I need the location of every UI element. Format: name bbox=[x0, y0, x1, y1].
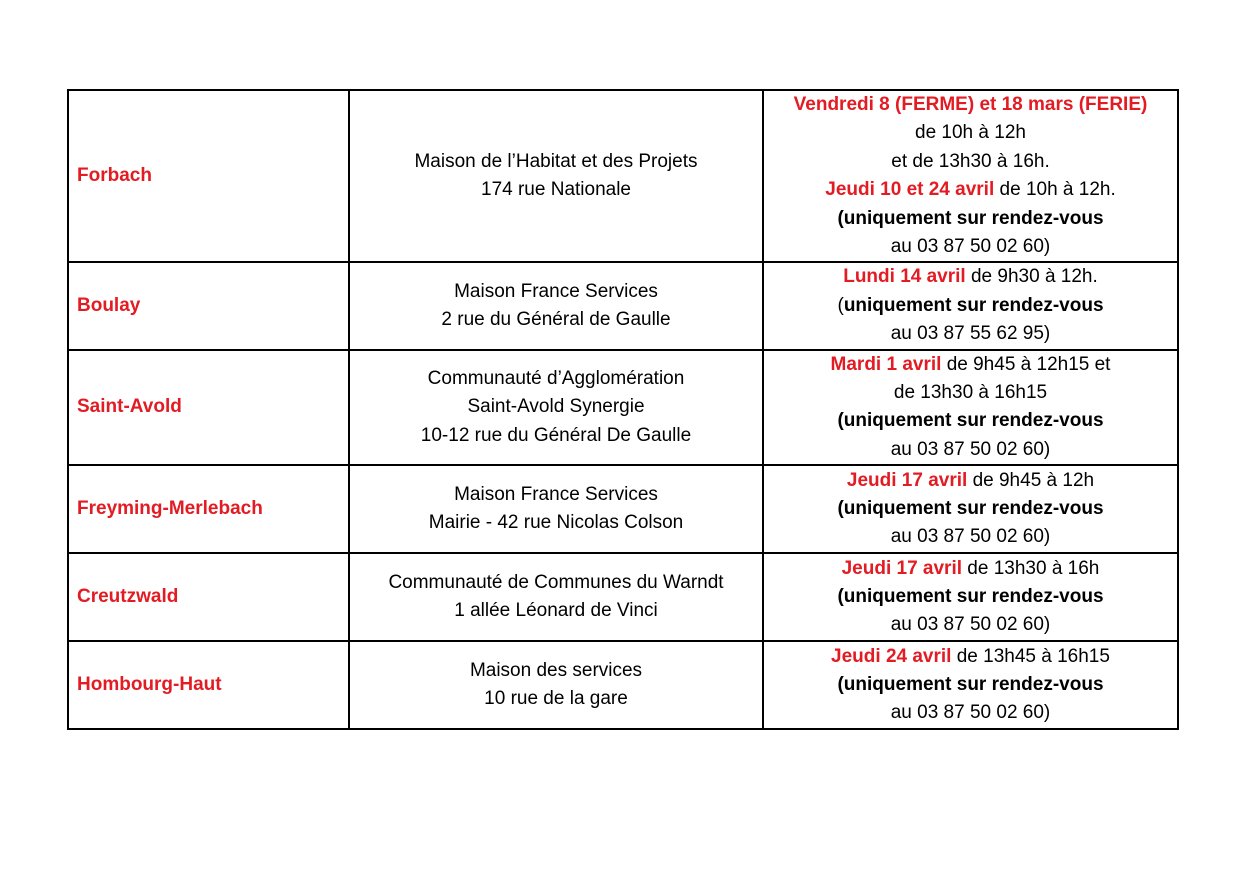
appointment-note: (uniquement sur rendez-vous bbox=[837, 207, 1104, 229]
town-name: Creutzwald bbox=[68, 553, 349, 641]
date-highlight: Jeudi 10 et 24 avril bbox=[825, 179, 995, 201]
hours-line bbox=[772, 176, 1169, 204]
venue-line: 2 rue du Général de Gaulle bbox=[441, 309, 671, 331]
hours-text: de 9h45 à 12h15 et bbox=[941, 353, 1111, 375]
opening-hours bbox=[763, 350, 1178, 466]
date-highlight: Jeudi 24 avril bbox=[831, 645, 952, 667]
table-row bbox=[68, 90, 1178, 262]
venue-line: Communauté d’Agglomération bbox=[427, 367, 685, 389]
phone-number: au 03 87 50 02 60) bbox=[890, 438, 1051, 460]
town-name: Boulay bbox=[68, 262, 349, 349]
date-highlight: Lundi 14 avril bbox=[843, 266, 966, 288]
opening-hours bbox=[763, 641, 1178, 729]
table-row bbox=[68, 553, 1178, 641]
appointment-note: (uniquement sur rendez-vous bbox=[837, 586, 1104, 608]
venue-line: Maison France Services bbox=[454, 483, 658, 505]
table-row bbox=[68, 641, 1178, 729]
paren-open: ( bbox=[837, 294, 844, 316]
hours-text: de 9h30 à 12h. bbox=[965, 266, 1098, 288]
hours-text: de 13h30 à 16h bbox=[962, 557, 1100, 579]
date-highlight: Vendredi 8 (FERME) et 18 mars (FERIE) bbox=[793, 94, 1148, 115]
hours-line bbox=[772, 263, 1169, 291]
venue-address bbox=[349, 553, 763, 641]
hours-text: de 10h à 12h. bbox=[994, 179, 1116, 201]
hours-text: de 9h45 à 12h bbox=[967, 469, 1095, 491]
town-name: Saint-Avold bbox=[68, 350, 349, 466]
hours-line: et de 13h30 à 16h. bbox=[891, 150, 1050, 172]
venue-line: Maison France Services bbox=[454, 280, 658, 302]
venue-address bbox=[349, 350, 763, 466]
venue-line: 174 rue Nationale bbox=[481, 179, 631, 201]
town-name: Freyming-Merlebach bbox=[68, 465, 349, 553]
hours-line bbox=[772, 555, 1169, 583]
venue-line: Saint-Avold Synergie bbox=[467, 396, 645, 418]
opening-hours bbox=[763, 465, 1178, 553]
opening-hours bbox=[763, 262, 1178, 349]
appointment-note: (uniquement sur rendez-vous bbox=[837, 498, 1104, 520]
phone-number: au 03 87 50 02 60) bbox=[890, 236, 1051, 258]
venue-address bbox=[349, 465, 763, 553]
hours-line bbox=[772, 643, 1169, 671]
phone-number: au 03 87 50 02 60) bbox=[890, 614, 1051, 636]
venue-line: Maison de l’Habitat et des Projets bbox=[414, 150, 698, 172]
opening-hours bbox=[763, 553, 1178, 641]
phone-number: au 03 87 50 02 60) bbox=[890, 526, 1051, 548]
date-highlight: Jeudi 17 avril bbox=[841, 557, 963, 579]
date-highlight: Mardi 1 avril bbox=[830, 353, 942, 375]
venue-address bbox=[349, 641, 763, 729]
appointment-note: (uniquement sur rendez-vous bbox=[837, 410, 1104, 432]
town-name: Hombourg-Haut bbox=[68, 641, 349, 729]
hours-text: de 13h45 à 16h15 bbox=[951, 645, 1110, 667]
venue-line: 1 allée Léonard de Vinci bbox=[454, 600, 658, 622]
town-name: Forbach bbox=[68, 90, 349, 262]
phone-number: au 03 87 50 02 60) bbox=[890, 702, 1051, 724]
opening-hours bbox=[763, 90, 1178, 262]
permanence-schedule-table bbox=[67, 89, 1179, 730]
phone-number: au 03 87 55 62 95) bbox=[890, 323, 1051, 345]
table-row bbox=[68, 262, 1178, 349]
date-highlight: Jeudi 17 avril bbox=[846, 469, 968, 491]
venue-line: 10-12 rue du Général De Gaulle bbox=[420, 424, 692, 446]
hours-line bbox=[772, 467, 1169, 495]
hours-line: de 10h à 12h bbox=[915, 122, 1026, 144]
venue-line: Maison des services bbox=[469, 659, 643, 681]
venue-line: 10 rue de la gare bbox=[484, 688, 628, 710]
venue-line: Mairie - 42 rue Nicolas Colson bbox=[428, 512, 684, 534]
venue-address bbox=[349, 262, 763, 349]
appointment-note bbox=[772, 292, 1169, 320]
table-row bbox=[68, 465, 1178, 553]
appointment-text: uniquement sur rendez-vous bbox=[843, 294, 1104, 316]
appointment-note: (uniquement sur rendez-vous bbox=[837, 674, 1104, 696]
venue-line: Communauté de Communes du Warndt bbox=[388, 571, 724, 593]
table-row bbox=[68, 350, 1178, 466]
hours-line: de 13h30 à 16h15 bbox=[893, 382, 1048, 404]
hours-line bbox=[772, 351, 1169, 379]
venue-address bbox=[349, 90, 763, 262]
